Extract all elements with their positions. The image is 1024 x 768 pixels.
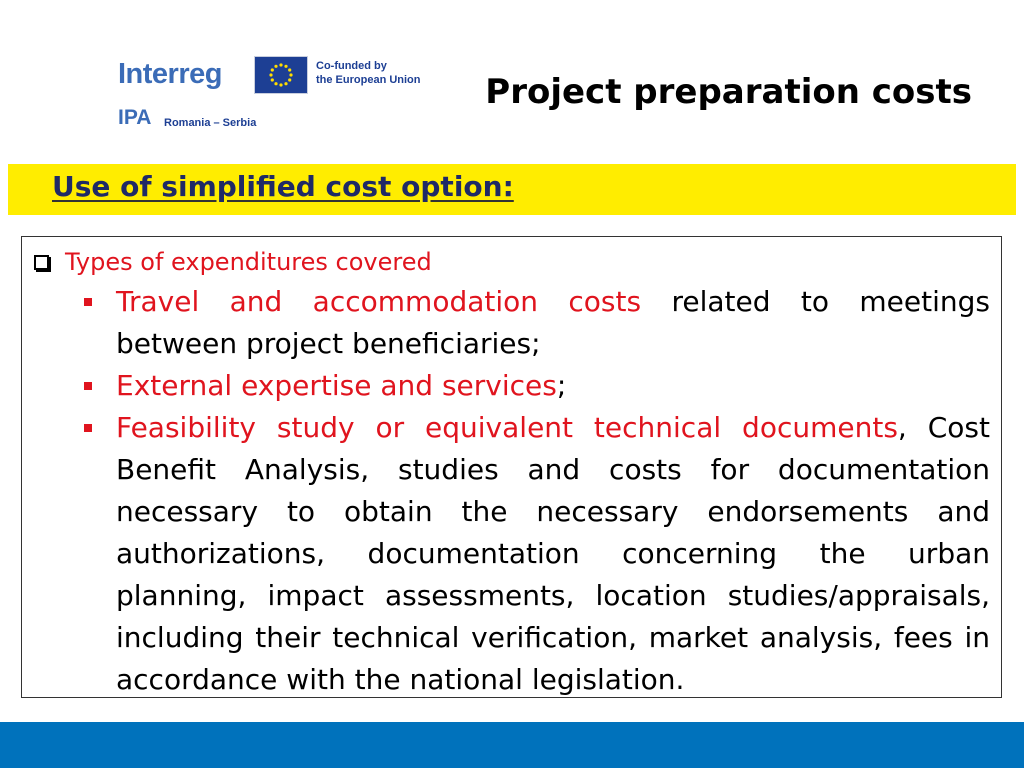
checkbox-square-icon — [34, 255, 49, 270]
bullet-text: , Cost Benefit Analysis, studies and costs for documentation necessary to obtain the necessary endorsements and authorizations, documentation concerning the urban planning, impact assessments, location studies/appraisals, including their technical verification, market analysis, fees in accordance with the national legislation. — [116, 411, 990, 696]
list-item — [78, 365, 990, 407]
level1-item — [34, 247, 432, 277]
banner-heading: Use of simplified cost option: — [52, 170, 514, 203]
red-square-icon — [84, 298, 92, 306]
list-item — [78, 281, 990, 365]
bullet-highlight: External expertise and services — [116, 369, 557, 402]
logo-ipa-text: IPA — [118, 106, 152, 129]
bullet-text: ; — [556, 369, 567, 402]
cofunded-line-2: the European Union — [316, 74, 421, 86]
list-item — [78, 407, 990, 701]
logo-region-text: Romania – Serbia — [164, 117, 257, 129]
red-square-icon — [84, 424, 92, 432]
logo-interreg-text: Interreg — [118, 58, 222, 90]
red-square-icon — [84, 382, 92, 390]
bullet-highlight: Travel and accommodation costs — [116, 285, 642, 318]
bullet-highlight: Feasibility study or equivalent technical documents — [116, 411, 898, 444]
footer-bar — [0, 722, 1024, 768]
cofunded-label — [316, 59, 421, 87]
eu-flag-icon — [254, 56, 308, 94]
interreg-logo — [118, 54, 438, 134]
cofunded-line-1: Co-funded by — [316, 60, 387, 72]
section-banner — [8, 164, 1016, 215]
content-box — [21, 236, 1002, 698]
page-title: Project preparation costs — [485, 72, 972, 112]
level1-label: Types of expenditures covered — [65, 248, 432, 276]
bullet-text: related to meetings between project beneficiaries; — [116, 285, 990, 360]
bullet-list — [78, 281, 990, 701]
